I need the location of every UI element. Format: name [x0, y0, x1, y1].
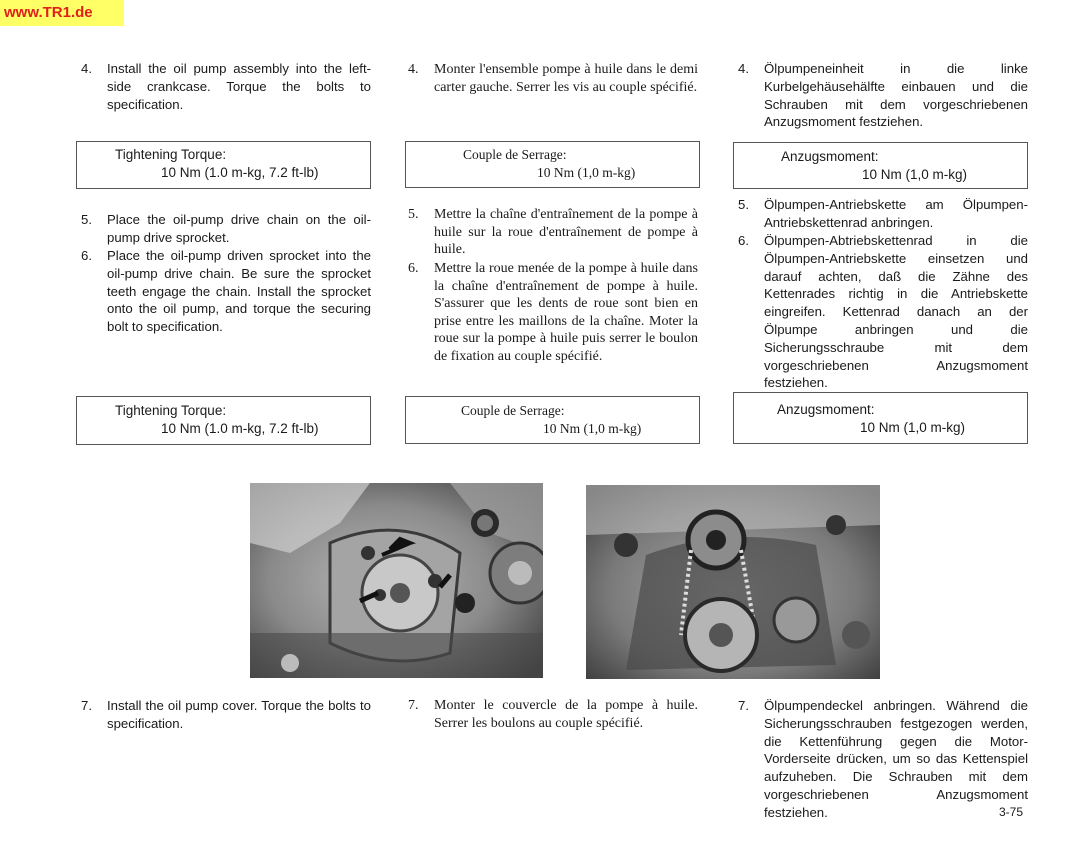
step-number: 5. — [408, 207, 419, 222]
step-text: Ölpumpen-Antriebskette am Ölpumpen-Antriebskettenrad anbringen. — [764, 197, 1028, 230]
step-number: 7. — [408, 698, 419, 713]
step-text: Place the oil-pump drive chain on the oil-pump drive sprocket. — [107, 212, 371, 245]
step-number: 6. — [738, 233, 749, 248]
torque-value: 10 Nm (1,0 m-kg) — [862, 167, 968, 182]
step-text: Monter le couvercle de la pompe à huile. Serrer les boulons au couple spécifié. — [434, 698, 698, 731]
en-step-5 — [81, 211, 371, 247]
oil-pump-bolts-photo — [250, 483, 543, 678]
step-number: 4. — [81, 61, 92, 76]
page-number: 3-75 — [999, 805, 1024, 819]
torque-value: 10 Nm (1,0 m-kg) — [543, 421, 642, 436]
step-text: Install the oil pump assembly into the left-side crankcase. Torque the bolts to specification. — [107, 61, 371, 112]
de-step-6 — [738, 232, 1028, 392]
engine-photo-graphic — [586, 485, 880, 679]
step-number: 5. — [738, 197, 749, 212]
torque-label: Couple de Serrage: — [461, 403, 565, 418]
torque-value: 10 Nm (1,0 m-kg) — [537, 165, 636, 180]
en-torque-box-1 — [76, 141, 371, 189]
oil-pump-sprocket-photo — [586, 485, 880, 679]
step-number: 6. — [81, 248, 92, 263]
step-number: 5. — [81, 212, 92, 227]
step-text: Place the oil-pump driven sprocket into the oil-pump drive chain. Be sure the sprocket teeth engage the chain. Install the sprocket onto the oil pump, and torque the securing bolt to specification. — [107, 248, 371, 335]
en-step-7 — [81, 697, 371, 733]
fr-step-6 — [408, 260, 698, 366]
step-text: Ölpumpendeckel anbringen. Während die Sicherungsschrauben festgezogen werden, die Kettenführung gegen die Motor-Vorderseite drücken, um so das Kettenspiel aufzuheben. Die Schrauben mit dem vorgeschriebenen Anzugsmoment festziehen. — [764, 698, 1028, 820]
en-step-4 — [81, 60, 371, 113]
step-number: 7. — [81, 698, 92, 713]
torque-value: 10 Nm (1.0 m-kg, 7.2 ft-lb) — [161, 421, 319, 436]
step-number: 4. — [738, 61, 749, 76]
step-number: 4. — [408, 62, 419, 77]
step-text: Mettre la roue menée de la pompe à huile dans la chaîne d'entraînement de pompe à huile. S'assurer que les dents de roue sont bien en prise entre les maillons de la chaîne. Moter la roue sur la pompe à huile puis serrer le boulon de fixation au couple spécifié. — [434, 261, 698, 364]
en-torque-box-2 — [76, 396, 371, 445]
fr-torque-box-2 — [405, 396, 700, 444]
de-torque-box-2 — [733, 392, 1028, 444]
de-step-4 — [738, 60, 1028, 131]
torque-label: Tightening Torque: — [115, 147, 227, 162]
de-torque-box-1 — [733, 142, 1028, 189]
de-step-5 — [738, 196, 1028, 232]
torque-value: 10 Nm (1.0 m-kg, 7.2 ft-lb) — [161, 165, 319, 180]
torque-label: Anzugsmoment: — [781, 149, 879, 164]
step-text: Ölpumpen-Abtriebskettenrad in die Ölpumpen-Antriebskette einsetzen und darauf achten, daß die Zähne des Kettenrades richtig in die Antriebskette eingreifen. Kettenrad danach an der Ölpumpe anbringen und die Sicherungsschraube mit dem vorgeschriebenen Anzugsmoment festziehen. — [764, 233, 1028, 391]
step-text: Install the oil pump cover. Torque the bolts to specification. — [107, 698, 371, 731]
en-step-6 — [81, 247, 371, 336]
step-text: Monter l'ensemble pompe à huile dans le demi carter gauche. Serrer les vis au couple spécifié. — [434, 62, 698, 95]
step-text: Ölpumpeneinheit in die linke Kurbelgehäusehälfte einbauen und die Schrauben mit dem vorgeschriebenen Anzugsmoment festziehen. — [764, 61, 1028, 130]
torque-value: 10 Nm (1,0 m-kg) — [860, 420, 966, 435]
fr-step-7 — [408, 697, 698, 732]
fr-torque-box-1 — [405, 141, 700, 188]
fr-step-4 — [408, 61, 698, 96]
torque-label: Couple de Serrage: — [463, 147, 567, 162]
step-number: 6. — [408, 261, 419, 276]
fr-step-5 — [408, 206, 698, 259]
torque-label: Anzugsmoment: — [777, 402, 875, 417]
torque-label: Tightening Torque: — [115, 403, 227, 418]
engine-photo-graphic — [250, 483, 543, 678]
step-text: Mettre la chaîne d'entraînement de la pompe à huile sur la roue d'entraînement de pompe à huile. — [434, 207, 698, 258]
step-number: 7. — [738, 698, 749, 713]
site-watermark: www.TR1.de — [0, 0, 124, 26]
de-step-7 — [738, 697, 1028, 822]
